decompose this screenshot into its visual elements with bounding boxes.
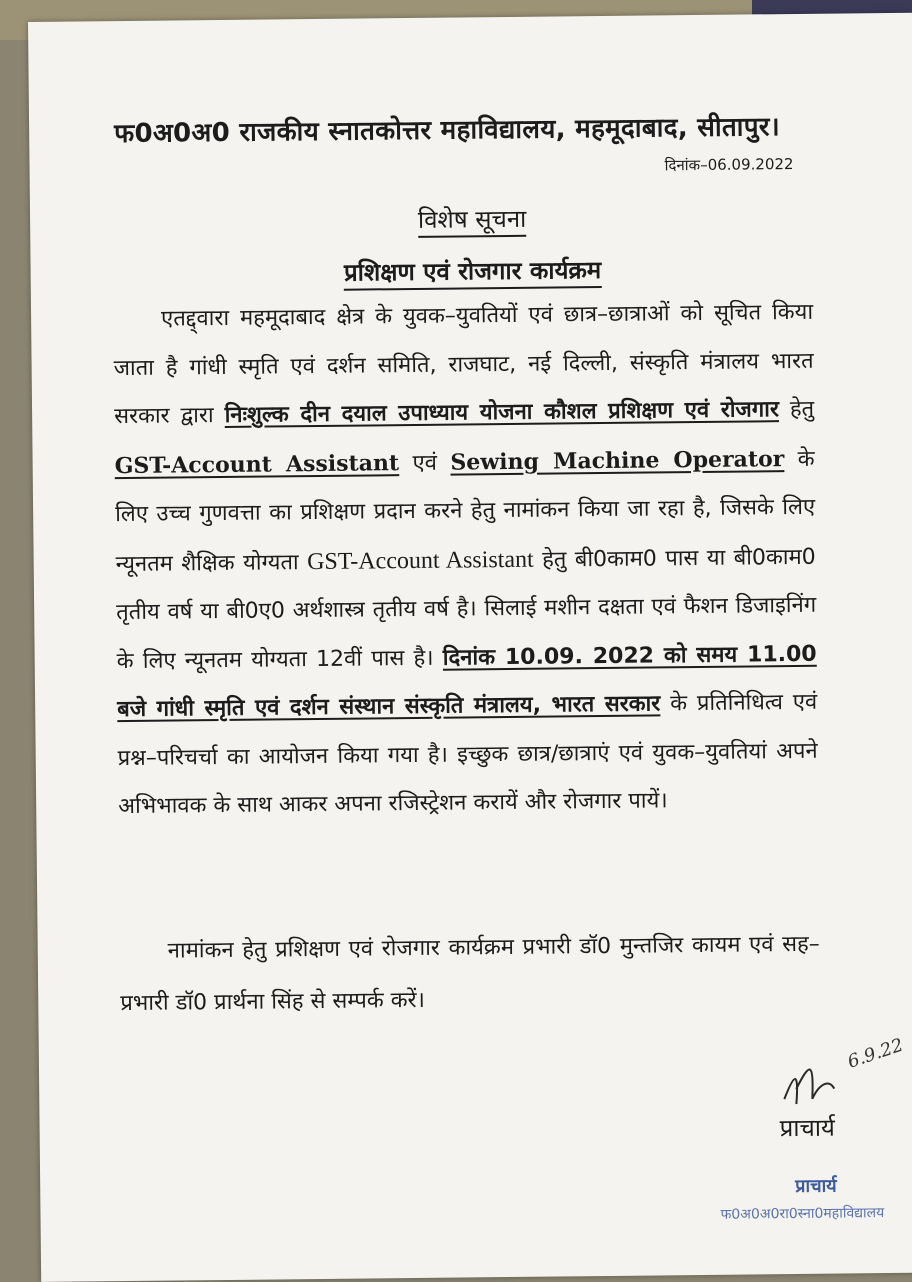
program-title: प्रशिक्षण एवं रोजगार कार्यक्रम [30,250,912,292]
notice-body [113,289,819,832]
scheme-name: निःशुल्क दीन दयाल उपाध्याय योजना कौशल प्रशिक्षण एवं रोजगार [224,397,780,428]
body-text-4: के लिए उच्च गुणवत्ता का प्रशिक्षण प्रदान करने हेतु नामांकन किया जा रहा है, जिसके लिए न्यूनतम शैक्षिक योग्यता [115,446,816,577]
principal-designation: प्राचार्य [779,1113,836,1143]
notice-paper [28,13,912,1282]
contact-text: नामांकन हेतु प्रशिक्षण एवं रोजगार कार्यक्रम प्रभारी डॉ0 मुन्तजिर कायम एवं सह–प्रभारी डॉ0 प्रार्थना सिंह से सम्पर्क करें। [120,931,820,1017]
signature-date: 6.9.22 [844,1034,906,1073]
notice-title: विशेष सूचना [30,198,912,240]
course-sewing: Sewing Machine Operator [450,445,785,476]
course-gst-ref: GST-Account Assistant [306,546,534,575]
body-text-2: हेतु [789,396,815,423]
contact-paragraph [119,919,820,1030]
body-text-3: एवं [412,450,438,476]
body-text-6: के प्रतिनिधित्व एवं प्रश्न–परिचर्चा का आयोजन किया गया है। इच्छुक छात्र/छात्राएं एवं युवक–युवतियां अपने अभिभावक के साथ आकर अपना रजिस्ट्रेशन करायें और रोजगार पायें। [117,689,818,820]
event-details: दिनांक 10.09. 2022 को समय 11.00 बजे गांधी स्मृति एवं दर्शन संस्थान संस्कृति मंत्रालय, भारत सरकार [117,641,817,723]
stamp-line: फ0अ0अ0रा0स्ना0महाविद्यालय [720,1205,885,1223]
institution-header: फ0अ0अ0 राजकीय स्नातकोत्तर महाविद्यालय, महमूदाबाद, सीतापुर। [114,112,781,150]
body-text-1: एतद्द्वारा महमूदाबाद क्षेत्र के युवक–युवतियों एवं छात्र–छात्राओं को सूचित किया जाता है गांधी स्मृति एवं दर्शन समिति, राजघाट, नई दिल्ली, संस्कृति मंत्रालय भारत सरकार द्वारा [113,299,814,430]
body-text-5: हेतु बी0काम0 पास या बी0काम0 तृतीय वर्ष या बी0ए0 अर्थशास्त्र तृतीय वर्ष है। सिलाई मशीन दक्षता एवं फैशन डिजाइनिंग के लिए न्यूनतम योग्यता 12वीं पास है। [116,544,817,674]
notice-date: दिनांक–06.09.2022 [664,154,794,175]
stamp-title: प्राचार्य [795,1175,837,1198]
course-gst: GST-Account Assistant [114,449,400,479]
